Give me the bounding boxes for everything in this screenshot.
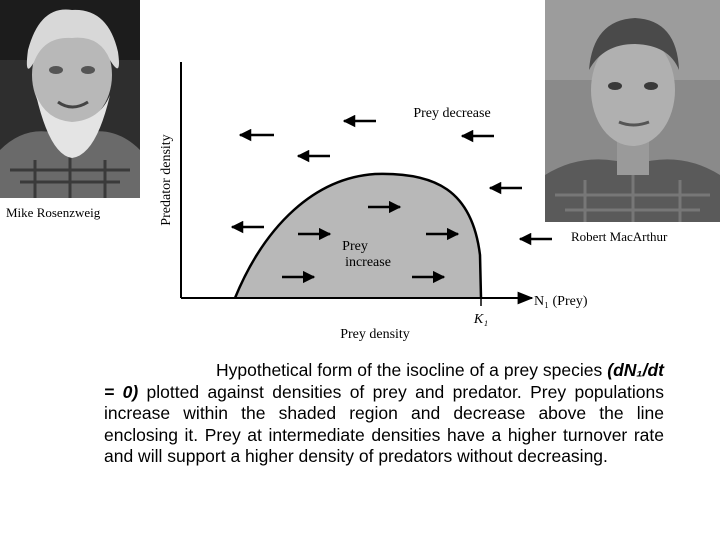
isocline-shaded-region — [235, 174, 481, 298]
prey-increase-label-line1: Prey — [342, 239, 368, 254]
portrait-image-left — [0, 0, 140, 198]
y-axis-label: Predator density — [159, 134, 174, 226]
k1-label: K₁ — [473, 312, 489, 327]
caption-line1: Hypothetical form of the isocline of a prey species — [216, 360, 603, 380]
prey-isocline-diagram — [150, 50, 610, 350]
x-axis-label: Prey density — [340, 327, 410, 342]
portrait-photo-left — [0, 0, 140, 198]
caption-body: plotted against densities of prey and predator. Prey populations increase within the shaded region and decrease above the line enclosing it. Prey at intermediate densities have a higher turnover rate and will support a higher density of predators without decreasing. — [104, 381, 664, 466]
x-axis-end-label: N₁ (Prey) — [534, 294, 588, 309]
figure-caption — [104, 360, 664, 468]
prey-increase-label-line2: increase — [345, 255, 391, 270]
caption-formula: (dN₁/dt = 0) — [104, 360, 664, 402]
prey-decrease-label: Prey decrease — [413, 106, 491, 121]
photo-caption-right: Robert MacArthur — [571, 229, 668, 244]
photo-caption-left: Mike Rosenzweig — [6, 205, 101, 220]
